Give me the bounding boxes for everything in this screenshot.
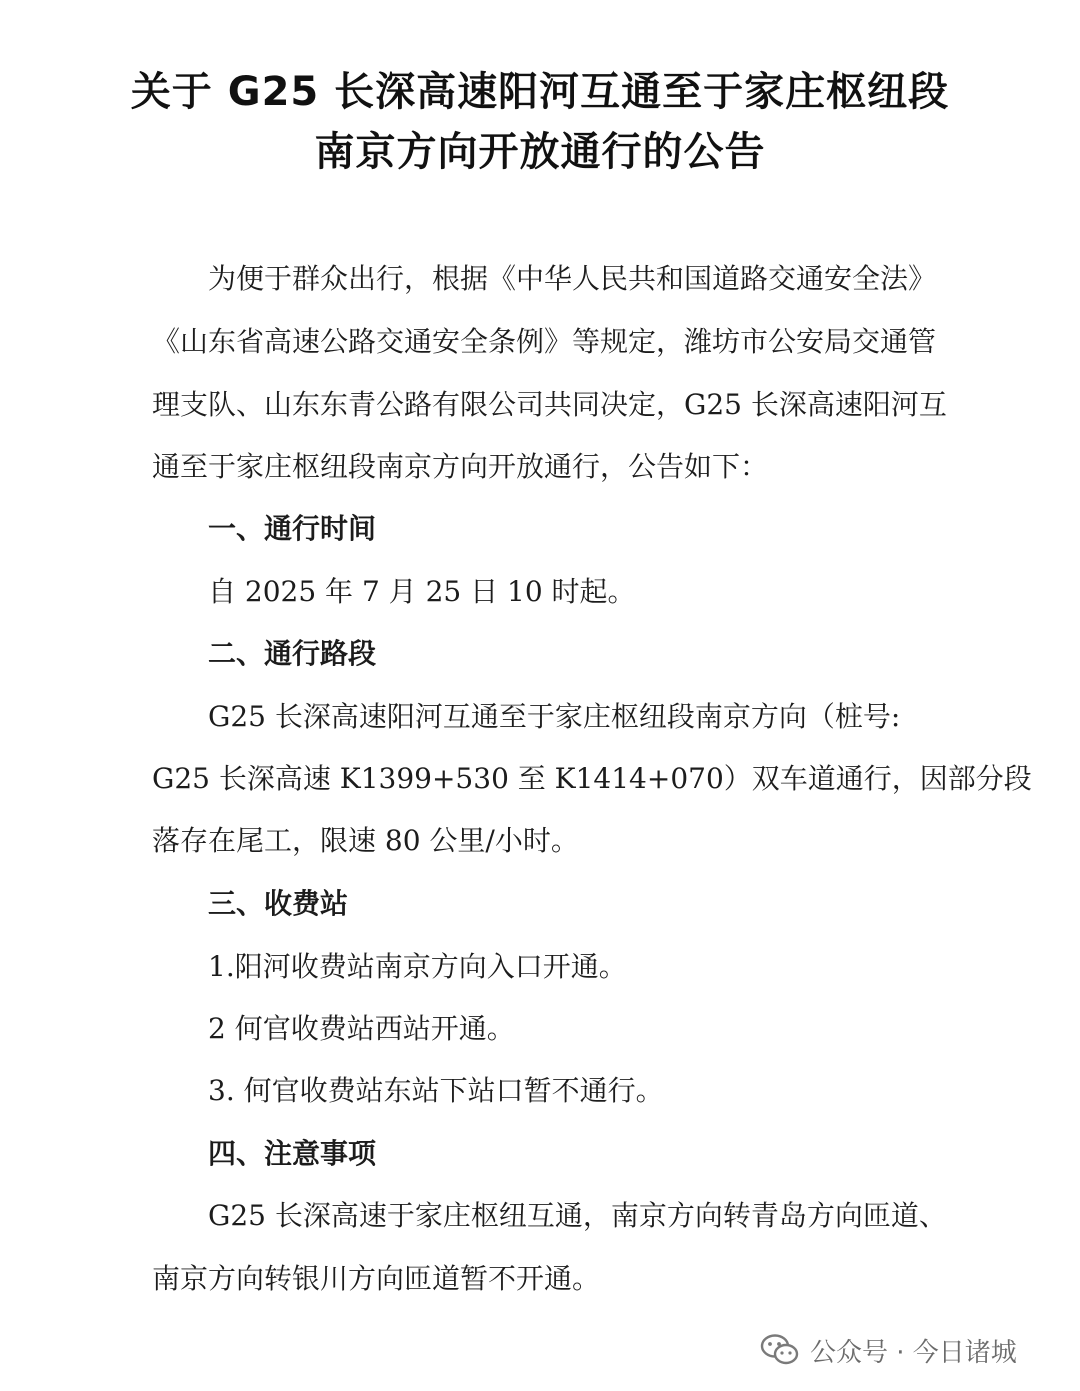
section-text: 1.阳河收费站南京方向入口开通。 [208,950,627,983]
intro-paragraph-line: 《山东省高速公路交通安全条例》等规定，潍坊市公安局交通管 [152,325,937,358]
section-text: 自 2025 年 7 月 25 日 10 时起。 [208,575,636,608]
section-text: 南京方向转银川方向匝道暂不开通。 [152,1262,601,1295]
wechat-icon [760,1333,800,1367]
intro-paragraph-line: 通至于家庄枢纽段南京方向开放通行，公告如下： [152,450,769,483]
document-title-line-2: 南京方向开放通行的公告 [314,129,766,175]
section-heading-notice: 四、注意事项 [208,1137,377,1170]
section-text: 2 何官收费站西站开通。 [208,1012,515,1045]
section-text: 落存在尾工，限速 80 公里/小时。 [152,824,579,857]
section-heading-toll: 三、收费站 [208,887,349,920]
section-text: G25 长深高速 K1399+530 至 K1414+070）双车道通行，因部分段 [152,762,1032,795]
section-text: G25 长深高速阳河互通至于家庄枢纽段南京方向（桩号: [208,700,901,733]
watermark [760,1330,1017,1370]
document-title-line-1: 关于 G25 长深高速阳河互通至于家庄枢纽段 [130,69,950,115]
intro-paragraph-line: 理支队、山东东青公路有限公司共同决定，G25 长深高速阳河互 [152,388,947,421]
intro-paragraph-line: 为便于群众出行，根据《中华人民共和国道路交通安全法》 [208,262,937,295]
section-heading-road: 二、通行路段 [208,637,377,670]
section-text: G25 长深高速于家庄枢纽互通，南京方向转青岛方向匝道、 [208,1199,947,1232]
section-text: 3. 何官收费站东站下站口暂不通行。 [208,1074,664,1107]
section-heading-time: 一、通行时间 [208,512,377,545]
watermark-text: 公众号 · 今日诸城 [810,1337,1017,1368]
